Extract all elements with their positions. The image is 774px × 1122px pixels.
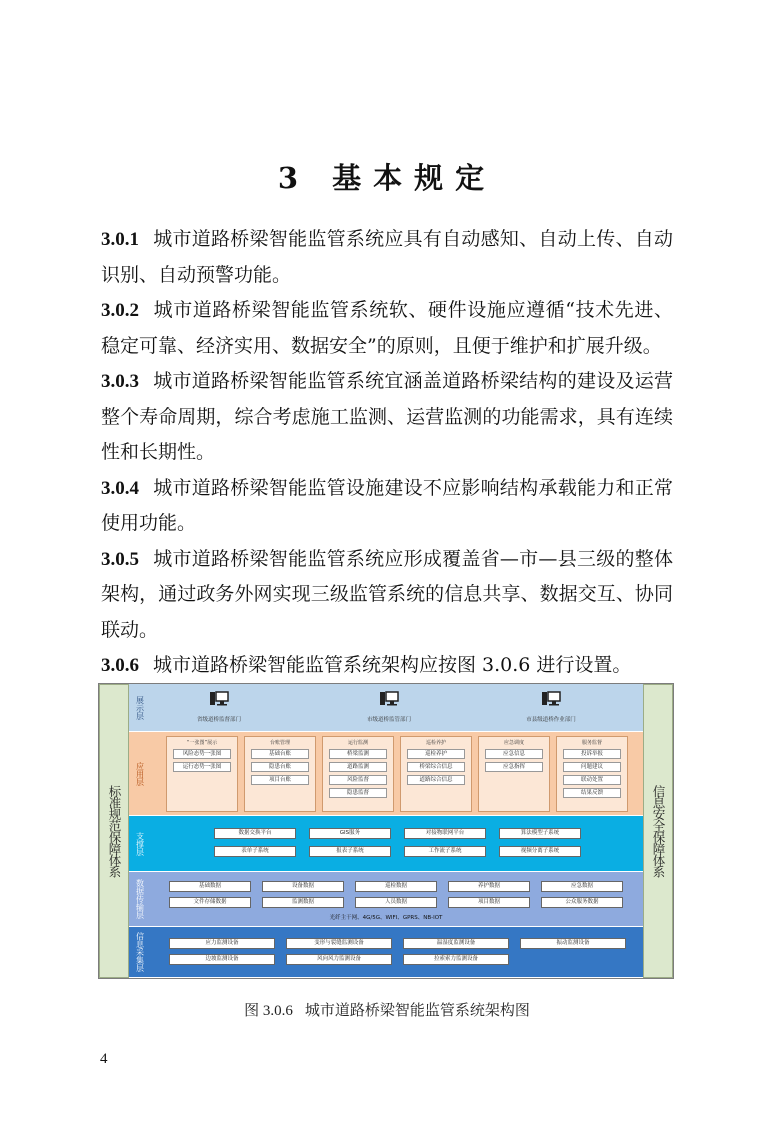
clause-number: 3.0.3 bbox=[101, 371, 139, 392]
layer-label: 应用层 bbox=[135, 761, 145, 786]
figure-title: 城市道路桥梁智能监管系统架构图 bbox=[304, 1001, 530, 1019]
module-item: 桥梁综合信息 bbox=[407, 762, 465, 772]
app-module bbox=[556, 736, 628, 812]
support-item: GIS服务 bbox=[309, 828, 391, 839]
module-item: 基础台账 bbox=[251, 749, 309, 759]
terminal-label: 市级道桥监管部门 bbox=[366, 717, 411, 723]
clause-number: 3.0.2 bbox=[101, 300, 139, 321]
data-item: 文件存储数据 bbox=[169, 897, 251, 908]
terminal-city bbox=[339, 689, 439, 723]
module-item: 风险态势一张图 bbox=[173, 749, 231, 759]
computer-icon bbox=[379, 689, 399, 709]
clause-list bbox=[101, 222, 673, 684]
device-item: 温湿度监测设备 bbox=[403, 938, 509, 949]
module-title: 巡检养护 bbox=[425, 740, 446, 746]
app-module bbox=[244, 736, 316, 812]
chapter-title: 3 基本规定 bbox=[277, 161, 497, 195]
module-item: 运行态势一张图 bbox=[173, 762, 231, 772]
terminal-province bbox=[169, 689, 269, 723]
module-item: 结果反馈 bbox=[563, 788, 621, 798]
support-item: 对接物联网平台 bbox=[404, 828, 486, 839]
module-item: 隐患监督 bbox=[329, 788, 387, 798]
clause-number: 3.0.4 bbox=[101, 477, 139, 499]
clause-3-0-4 bbox=[101, 471, 673, 542]
computer-icon bbox=[209, 689, 229, 709]
clause-text: 城市道路桥梁智能监管系统应具有自动感知、自动上传、自动识别、自动预警功能。 bbox=[101, 228, 673, 286]
module-item: 联动处置 bbox=[563, 775, 621, 785]
security-system-bar: 信息安全保障体系 bbox=[643, 684, 673, 978]
application-layer bbox=[129, 732, 643, 816]
module-item: 应急指挥 bbox=[485, 762, 543, 772]
computer-icon bbox=[541, 689, 561, 709]
app-module bbox=[478, 736, 550, 812]
data-transmission-layer bbox=[129, 872, 643, 927]
clause-text: 城市道路桥梁智能监管设施建设不应影响结构承载能力和正常使用功能。 bbox=[101, 476, 673, 534]
module-item: 投诉举报 bbox=[563, 749, 621, 759]
layer-label: 展示层 bbox=[135, 695, 145, 720]
module-item: 道路综合信息 bbox=[407, 775, 465, 785]
data-item: 应急数据 bbox=[541, 881, 623, 892]
module-item: 应急信息 bbox=[485, 749, 543, 759]
support-item: 工作流子系统 bbox=[404, 846, 486, 857]
module-item: 风险监督 bbox=[329, 775, 387, 785]
clause-3-0-6 bbox=[101, 648, 673, 684]
layer-label: 信息采集层 bbox=[135, 932, 145, 972]
module-title: “一张图”展示 bbox=[186, 740, 218, 746]
clause-text: 城市道路桥梁智能监管系统应形成覆盖省—市—县三级的整体架构，通过政务外网实现三级监管系统的信息共享、数据交互、协同联动。 bbox=[101, 547, 673, 641]
clause-3-0-1 bbox=[101, 222, 673, 293]
architecture-diagram bbox=[98, 683, 674, 979]
support-item: 数据交换平台 bbox=[214, 828, 296, 839]
app-module bbox=[166, 736, 238, 812]
device-item: 振动监测设备 bbox=[520, 938, 626, 949]
clause-3-0-3 bbox=[101, 364, 673, 471]
page-number: 4 bbox=[100, 1051, 108, 1067]
data-item: 项目数据 bbox=[448, 897, 530, 908]
data-item: 基础数据 bbox=[169, 881, 251, 892]
clause-text: 城市道路桥梁智能监管系统架构应按图 3.0.6 进行设置。 bbox=[153, 654, 632, 676]
figure-number: 图 3.0.6 bbox=[244, 1003, 293, 1019]
support-item: 视频分离子系统 bbox=[499, 846, 581, 857]
layer-label: 数据传输层 bbox=[135, 879, 145, 919]
terminal-county bbox=[501, 689, 601, 723]
data-item: 监测数据 bbox=[262, 897, 344, 908]
clause-3-0-5 bbox=[101, 542, 673, 649]
support-layer bbox=[129, 816, 643, 872]
data-item: 人员数据 bbox=[355, 897, 437, 908]
clause-number: 3.0.5 bbox=[101, 548, 139, 570]
data-item: 公众服务数据 bbox=[541, 897, 623, 908]
support-item: 算法模型子系统 bbox=[499, 828, 581, 839]
module-item: 巡检养护 bbox=[407, 749, 465, 759]
device-item: 应力监测设备 bbox=[169, 938, 275, 949]
app-module bbox=[322, 736, 394, 812]
device-item: 边坡监测设备 bbox=[169, 954, 275, 965]
module-title: 应急调度 bbox=[503, 740, 524, 746]
data-item: 养护数据 bbox=[448, 881, 530, 892]
device-item: 变形与裂缝监测设备 bbox=[286, 938, 392, 949]
clause-number: 3.0.1 bbox=[101, 229, 139, 250]
terminal-label: 市县级道桥作业部门 bbox=[526, 717, 576, 723]
module-item: 桥梁监测 bbox=[329, 749, 387, 759]
collection-layer bbox=[129, 927, 643, 978]
module-item: 问题建议 bbox=[563, 762, 621, 772]
clause-number: 3.0.6 bbox=[101, 655, 139, 676]
device-item: 拉索索力监测设备 bbox=[403, 954, 509, 965]
module-item: 道路监测 bbox=[329, 762, 387, 772]
module-item: 项目台账 bbox=[251, 775, 309, 785]
standards-system-bar: 标准规范保障体系 bbox=[99, 684, 129, 978]
module-title: 台账管理 bbox=[269, 740, 290, 746]
module-item: 隐患台账 bbox=[251, 762, 309, 772]
data-item: 设备数据 bbox=[262, 881, 344, 892]
device-item: 风向风力监测设备 bbox=[286, 954, 392, 965]
clause-text: 城市道路桥梁智能监管系统宜涵盖道路桥梁结构的建设及运营整个寿命周期，综合考虑施工监测、运营监测的功能需求，具有连续性和长期性。 bbox=[101, 370, 673, 463]
clause-3-0-2 bbox=[101, 293, 673, 364]
figure-caption bbox=[0, 999, 774, 1020]
terminal-label: 省级道桥监督部门 bbox=[196, 717, 241, 723]
display-layer bbox=[129, 684, 643, 732]
app-module bbox=[400, 736, 472, 812]
support-item: 报表子系统 bbox=[309, 846, 391, 857]
network-line: 光纤主干网、4G/5G、WIFI、GPRS、NB-IOT bbox=[329, 915, 443, 921]
support-item: 表单子系统 bbox=[214, 846, 296, 857]
data-item: 巡检数据 bbox=[355, 881, 437, 892]
module-title: 运行监测 bbox=[347, 740, 368, 746]
layer-label: 支撑层 bbox=[135, 831, 145, 856]
clause-text: 城市道路桥梁智能监管系统软、硬件设施应遵循“技术先进、稳定可靠、经济实用、数据安全”的原则，且便于维护和扩展升级。 bbox=[101, 299, 673, 357]
module-title: 服务监督 bbox=[581, 740, 602, 746]
